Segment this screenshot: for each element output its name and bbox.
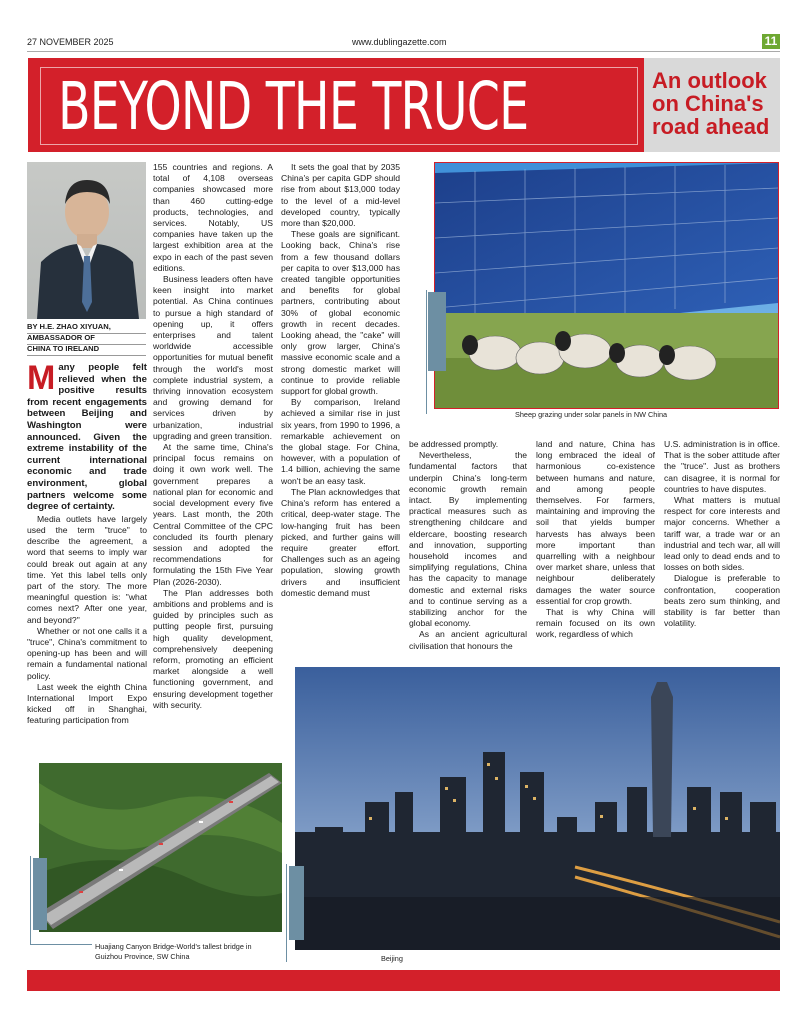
byline-line-2: AMBASSADOR OF bbox=[27, 333, 95, 342]
solar-photo-frame bbox=[434, 162, 779, 409]
headline-banner bbox=[28, 58, 644, 152]
body-paragraph: Business leaders often have keen insight into market potential. As China continues to pursue a high standard of opening up, it offers enterprises and talent worldwide accessible opportunities for mutual benefit through the world's most complete industrial system, a thriving innovation ecosystem and growing demand for services driven by urbanization, industrial upgrading and green transition. bbox=[153, 274, 273, 441]
subheadline-line-2: on China's bbox=[652, 91, 764, 116]
column-6 bbox=[664, 439, 780, 629]
solar-panels-sheep-illustration bbox=[435, 163, 778, 408]
lead-paragraph bbox=[27, 359, 147, 513]
column-1 bbox=[27, 359, 147, 727]
beijing-photo bbox=[295, 667, 780, 950]
beijing-skyline-illustration bbox=[295, 667, 780, 950]
photo-accent-line bbox=[30, 856, 31, 944]
body-paragraph: land and nature, China has long embraced the ideal of harmonious co-existence between humans and nature, and among people themselves. For farmers, maintaining and improving the soil that yields bumper harvests has always been more important than quarrelling with a neighbour over market share, unless that neighbour deliberately damages the water source essential for crop growth. bbox=[536, 439, 655, 606]
beijing-photo-caption: Beijing bbox=[381, 954, 403, 963]
page-number-badge: 11 bbox=[762, 34, 780, 49]
website-url[interactable]: www.dublingazette.com bbox=[352, 37, 447, 47]
subheadline-line-1: An outlook bbox=[652, 68, 767, 93]
subheadline-box bbox=[644, 58, 780, 152]
bridge-photo-caption-line-1: Huajiang Canyon Bridge-World's tallest bridge in bbox=[95, 942, 252, 951]
body-paragraph: Media outlets have largely used the term "truce" to describe the agreement, a word that seems to imply war could break out again at any time. Yet this label tells only part of the story. The more meaningful question is: "what comes next? After one year, and beyond?" bbox=[27, 513, 147, 625]
headline: BEYOND THE TRUCE bbox=[58, 68, 529, 145]
issue-date: 27 NOVEMBER 2025 bbox=[27, 37, 114, 47]
body-paragraph: 155 countries and regions. A total of 4,108 overseas companies showcased more than 460 cutting-edge products, technologies, and services. Notably, US companies have taken up the largest exhibition area at the expo in each of the past seven editions. bbox=[153, 162, 273, 273]
photo-accent-bar bbox=[33, 858, 47, 930]
author-portrait bbox=[27, 162, 146, 319]
photo-accent-line bbox=[286, 864, 287, 962]
body-paragraph: At the same time, China's principal focus remains on doing it own work well. The government prepares a national plan for economic and social development every five years. Last month, the 20th Central Committee of the CPC concluded its fourth plenary session and adopted the recommendations for formulating the 15th Five Year Plan (2026-2030). bbox=[153, 442, 273, 587]
body-paragraph: What matters is mutual respect for core interests and major concerns. Whether a tariff war, a trade war or an industrial and tech war, all will lead only to dead ends and to losses on both sides. bbox=[664, 495, 780, 573]
solar-photo bbox=[435, 163, 778, 408]
body-paragraph: Whether or not one calls it a "truce", China's commitment to opening-up has been and will remain a fundamental national policy. bbox=[27, 625, 147, 681]
body-paragraph: Last week the eighth China International Import Expo kicked off in Shanghai, featuring participation from bbox=[27, 681, 147, 726]
body-paragraph: These goals are significant. Looking back, China's rise from a few thousand dollars per capita to over $13,000 has created tangible opportunities and benefits for global partners, contributing about 30% of global economic growth in recent decades. Looking ahead, the "cake" will only grow larger, China's massive economic scale and a strong domestic market will continue to provide reliable support for global growth. bbox=[281, 229, 400, 397]
body-paragraph: As an ancient agricultural civilisation that honours the bbox=[409, 629, 527, 651]
byline-country bbox=[27, 344, 146, 356]
column-4 bbox=[409, 439, 527, 652]
body-paragraph: be addressed promptly. bbox=[409, 439, 499, 449]
body-paragraph: That is why China will remain focused on its own work, regardless of which bbox=[536, 607, 655, 640]
byline-line-3: CHINA TO IRELAND bbox=[27, 344, 100, 353]
bridge-photo bbox=[39, 763, 282, 932]
body-paragraph: It sets the goal that by 2035 China's per capita GDP should rise from about $13,000 today to the level of a mid-level developed country, typically more than $20,000. bbox=[281, 162, 400, 229]
lead-text: any people felt relieved when the positive results from recent engagements between Beijing and Washington were announced. Given the extreme instability of the current international economic and trade environment, global partners welcome some degree of certainty. bbox=[27, 362, 147, 513]
column-3 bbox=[281, 162, 400, 599]
header-divider bbox=[27, 51, 780, 52]
photo-accent-bar bbox=[428, 292, 446, 371]
photo-accent-bar bbox=[289, 866, 304, 940]
body-paragraph: Dialogue is preferable to confrontation, cooperation beats zero sum thinking, and stability is far better than volatility. bbox=[664, 573, 780, 629]
body-paragraph: U.S. administration is in office. That is the sober attitude after the "truce". Just as brothers can disagree, it is normal for countries to have disputes. bbox=[664, 439, 780, 494]
author-portrait-illustration bbox=[27, 162, 146, 319]
byline bbox=[27, 322, 146, 334]
byline-title bbox=[27, 333, 146, 345]
subheadline-line-3: road ahead bbox=[652, 114, 770, 139]
dropcap: M bbox=[27, 359, 56, 397]
body-paragraph: Nevertheless, the fundamental factors that underpin China's long-term economic growth remain intact. By implementing practical measures such as strengthening childcare and eldercare, boosting research and innovation, supporting household incomes and simplifying regulations, China has the capacity to manage domestic and external risks and to continue serving as a stabilizing anchor for the global economy. bbox=[409, 450, 527, 629]
body-paragraph: The Plan acknowledges that China's reform has entered a critical, deep-water stage. The low-hanging fruit has been picked, and further gains will require greater effort. Challenges such as an ageing population, slowing growth drivers and insufficient domestic demand must bbox=[281, 486, 400, 598]
canyon-bridge-illustration bbox=[39, 763, 282, 932]
body-paragraph: The Plan addresses both ambitions and problems and is guided by principles such as putting people first, pursuing high quality development, comprehensively deepening reform, promoting an efficient market alongside a well functioning government, and ensuring development together with security. bbox=[153, 587, 273, 710]
column-5 bbox=[536, 439, 655, 641]
solar-photo-caption: Sheep grazing under solar panels in NW China bbox=[515, 410, 668, 419]
bridge-photo-caption-line-2: Guizhou Province, SW China bbox=[95, 952, 190, 961]
body-paragraph: By comparison, Ireland achieved a similar rise in just six years, from 1990 to 1996, a remarkable achievement on the global stage. For China, however, with a population of 1.4 billion, achieving the same won't be an easy task. bbox=[281, 397, 400, 486]
photo-accent-line bbox=[426, 290, 427, 414]
column-2 bbox=[153, 162, 273, 711]
byline-line-1: BY H.E. ZHAO XIYUAN, bbox=[27, 322, 111, 331]
footer-strip bbox=[27, 970, 780, 991]
photo-accent-line bbox=[30, 944, 92, 945]
